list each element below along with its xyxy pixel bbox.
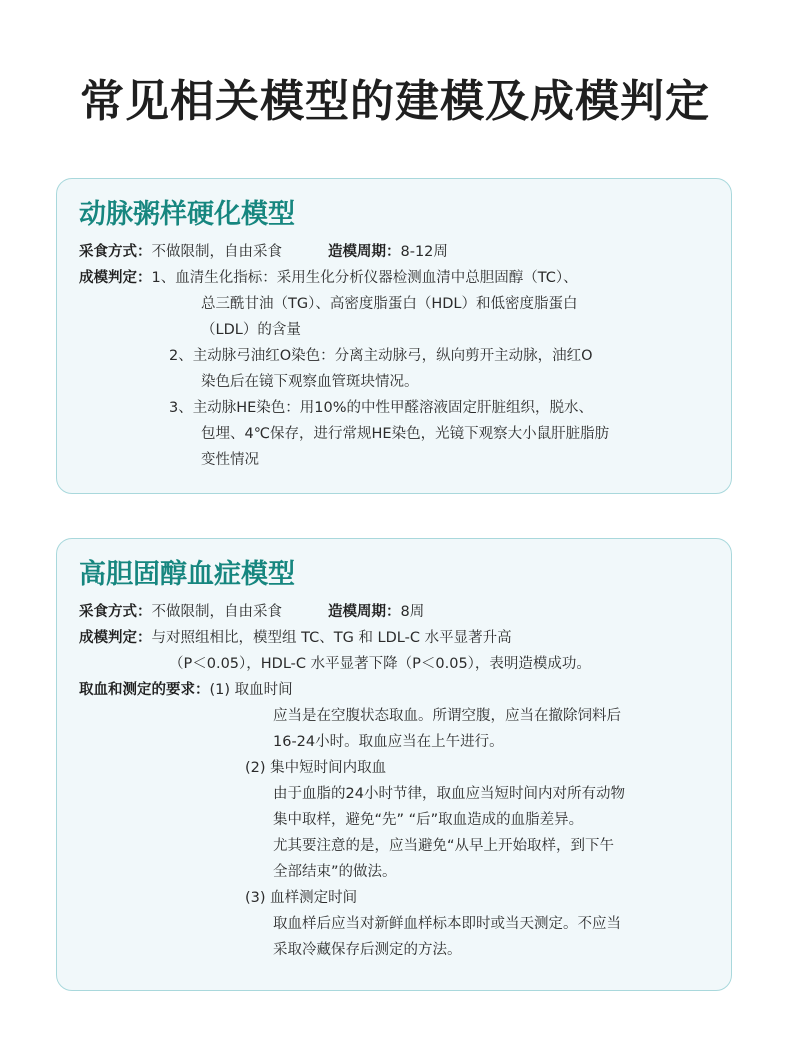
period-value: 8-12周 bbox=[400, 244, 448, 260]
judge-row bbox=[79, 625, 711, 651]
feeding-value: 不做限制，自由采食 bbox=[151, 604, 282, 620]
feeding-value: 不做限制，自由采食 bbox=[151, 244, 282, 260]
requirement-line: 由于血脂的24小时节律，取血应当短时间内对所有动物 bbox=[273, 786, 625, 802]
period-label: 造模周期： bbox=[328, 604, 401, 620]
judge-line: 总三酰甘油（TG）、高密度脂蛋白（HDL）和低密度脂蛋白 bbox=[201, 296, 578, 312]
requirement-heading: (2) 集中短时间内取血 bbox=[245, 760, 387, 776]
requirements-row bbox=[79, 677, 711, 703]
card-title: 高胆固醇血症模型 bbox=[79, 559, 295, 590]
feeding-row bbox=[79, 239, 711, 265]
period-value: 8周 bbox=[400, 604, 425, 620]
requirements-label: 取血和测定的要求： bbox=[79, 682, 210, 698]
requirement-line: 集中取样，避免“先” “后”取血造成的血脂差异。 bbox=[273, 812, 584, 828]
page-title: 常见相关模型的建模及成模判定 bbox=[80, 76, 710, 127]
judge-line: 3、主动脉HE染色：用10%的中性甲醛溶液固定肝脏组织，脱水、 bbox=[169, 400, 594, 416]
atherosclerosis-model-card bbox=[56, 178, 732, 494]
judge-label: 成模判定： bbox=[79, 270, 152, 286]
judge-line: 与对照组相比，模型组 TC、TG 和 LDL-C 水平显著升高 bbox=[151, 630, 512, 646]
requirement-line: 采取冷藏保存后测定的方法。 bbox=[273, 942, 462, 958]
judge-row bbox=[79, 265, 711, 291]
hypercholesterolemia-model-card bbox=[56, 538, 732, 991]
judge-line: （LDL）的含量 bbox=[201, 322, 301, 338]
period-label: 造模周期： bbox=[328, 244, 401, 260]
requirement-heading: (3) 血样测定时间 bbox=[245, 890, 358, 906]
judge-line: （P＜0.05），HDL-C 水平显著下降（P＜0.05），表明造模成功。 bbox=[169, 656, 591, 672]
requirement-line: 应当是在空腹状态取血。所谓空腹，应当在撤除饲料后 bbox=[273, 708, 621, 724]
judge-line: 染色后在镜下观察血管斑块情况。 bbox=[201, 374, 419, 390]
requirement-heading: (1) 取血时间 bbox=[209, 682, 293, 698]
feeding-label: 采食方式： bbox=[79, 604, 152, 620]
card-title: 动脉粥样硬化模型 bbox=[79, 199, 295, 230]
judge-line: 2、主动脉弓油红O染色：分离主动脉弓，纵向剪开主动脉，油红O bbox=[169, 348, 593, 364]
judge-line: 1、血清生化指标：采用生化分析仪器检测血清中总胆固醇（TC）、 bbox=[151, 270, 578, 286]
judge-line: 包埋、4℃保存，进行常规HE染色，光镜下观察大小鼠肝脏脂肪 bbox=[201, 426, 610, 442]
requirement-line: 全部结束”的做法。 bbox=[273, 864, 397, 880]
requirement-line: 取血样后应当对新鲜血样标本即时或当天测定。不应当 bbox=[273, 916, 621, 932]
feeding-row bbox=[79, 599, 711, 625]
requirement-line: 尤其要注意的是，应当避免“从早上开始取样，到下午 bbox=[273, 838, 615, 854]
requirement-line: 16-24小时。取血应当在上午进行。 bbox=[273, 734, 504, 750]
feeding-label: 采食方式： bbox=[79, 244, 152, 260]
judge-label: 成模判定： bbox=[79, 630, 152, 646]
judge-line: 变性情况 bbox=[201, 452, 259, 468]
